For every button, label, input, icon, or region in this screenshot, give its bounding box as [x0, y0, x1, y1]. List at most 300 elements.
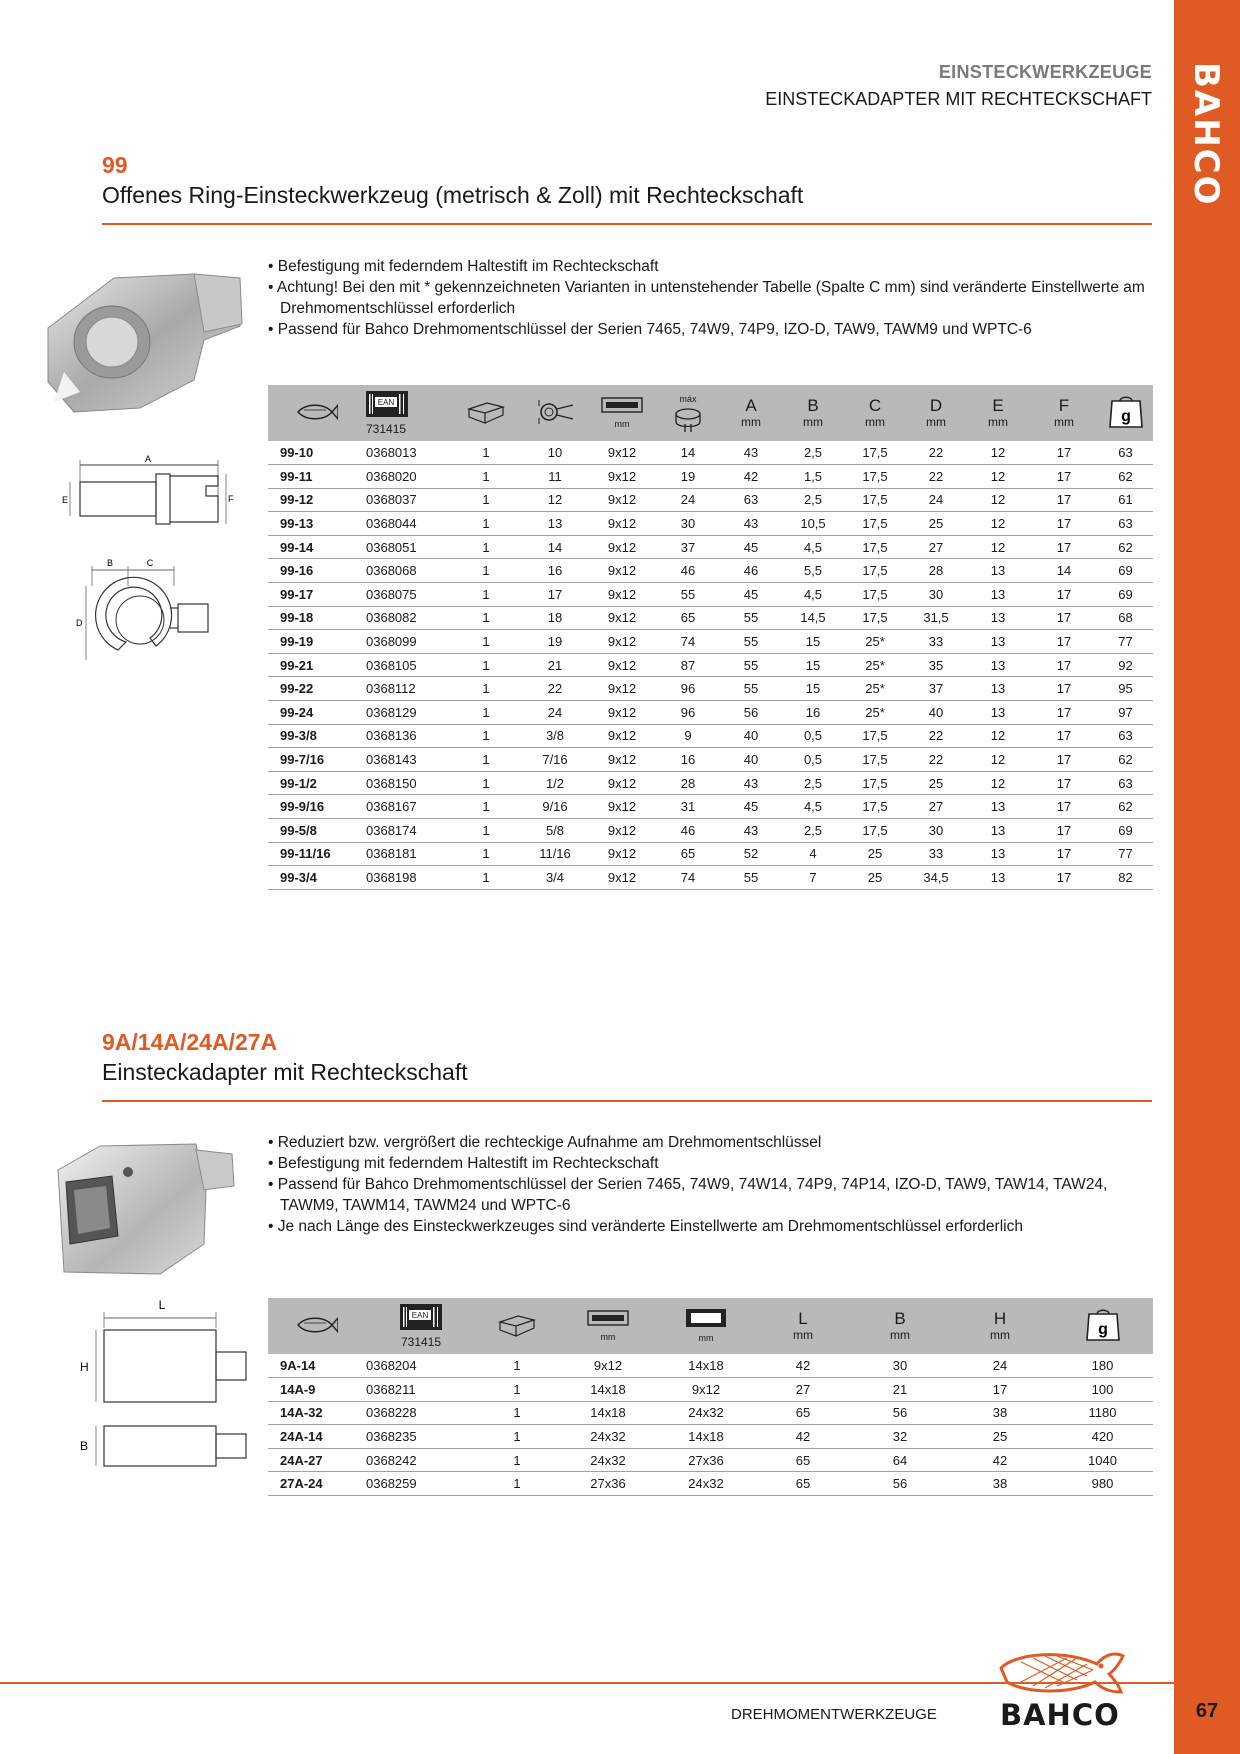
table-cell: 9x12 [588, 748, 656, 772]
table-cell: 12 [966, 724, 1030, 748]
weight-header [1052, 1298, 1153, 1354]
table-cell: 24x32 [658, 1401, 754, 1425]
table-cell: 16 [782, 701, 844, 725]
table-cell: 55 [720, 630, 782, 654]
article-code-cell: 99-18 [268, 606, 366, 630]
table-cell: 4,5 [782, 795, 844, 819]
table-cell: 64 [852, 1448, 948, 1472]
table-cell: 17 [1030, 701, 1098, 725]
table-cell: 9/16 [522, 795, 588, 819]
table-cell: 13 [966, 606, 1030, 630]
table-cell: 12 [522, 488, 588, 512]
ean-cell: 0368129 [366, 701, 450, 725]
article-code-cell: 99-17 [268, 583, 366, 607]
table-cell: 9x12 [588, 677, 656, 701]
table-cell: 65 [656, 842, 720, 866]
table-cell: 1 [450, 771, 522, 795]
table-cell: 46 [720, 559, 782, 583]
table-cell: 43 [720, 771, 782, 795]
table-cell: 1 [450, 866, 522, 890]
table-row [268, 1448, 1153, 1472]
table-cell: 96 [656, 701, 720, 725]
table-cell: 9x12 [558, 1354, 658, 1378]
section2-spec-table [268, 1298, 1153, 1496]
section2-bullets [268, 1132, 1158, 1237]
table-cell: 42 [720, 465, 782, 489]
ean-cell: 0368105 [366, 653, 450, 677]
table-row [268, 441, 1153, 465]
table-row [268, 819, 1153, 843]
table-cell: 1 [450, 441, 522, 465]
section1-table-header [268, 385, 1153, 441]
ean-cell: 0368112 [366, 677, 450, 701]
table-cell: 21 [852, 1378, 948, 1402]
table-cell: 38 [948, 1401, 1052, 1425]
table-cell: 46 [656, 819, 720, 843]
table-cell: 9x12 [588, 535, 656, 559]
table-cell: 5/8 [522, 819, 588, 843]
table-cell: 56 [852, 1401, 948, 1425]
footer-brand-name: BAHCO [1000, 1698, 1120, 1732]
table-cell: 42 [754, 1354, 852, 1378]
table-cell: 25* [844, 653, 906, 677]
table-cell: 24 [656, 488, 720, 512]
ean-cell: 0368020 [366, 465, 450, 489]
table-cell: 38 [948, 1472, 1052, 1496]
fish-icon [268, 1298, 366, 1354]
ring-size-icon [522, 385, 588, 441]
table-cell: 13 [966, 559, 1030, 583]
article-code-cell: 14A-32 [268, 1401, 366, 1425]
table-cell: 1 [450, 842, 522, 866]
side-brand-logo [1176, 62, 1236, 207]
table-cell: 55 [656, 583, 720, 607]
table-row [268, 724, 1153, 748]
table-row [268, 583, 1153, 607]
table-cell: 96 [656, 677, 720, 701]
table-cell: 31,5 [906, 606, 966, 630]
article-code-cell: 24A-14 [268, 1425, 366, 1449]
table-cell: 1 [450, 701, 522, 725]
dim-label-b2: B [80, 1439, 89, 1453]
side-brand-name: BAHCO [1186, 62, 1226, 207]
shank-unit: mm [614, 418, 630, 429]
table-cell: 12 [966, 771, 1030, 795]
table-cell: 15 [782, 630, 844, 654]
table-cell: 9x12 [588, 606, 656, 630]
section1-spec-table [268, 385, 1153, 890]
article-code-cell: 99-24 [268, 701, 366, 725]
table-cell: 24 [948, 1354, 1052, 1378]
article-code-cell: 99-9/16 [268, 795, 366, 819]
table-cell: 1180 [1052, 1401, 1153, 1425]
col-header-b: B mm [782, 385, 844, 441]
table-cell: 17,5 [844, 748, 906, 772]
article-code-cell: 99-14 [268, 535, 366, 559]
packaging-icon [450, 385, 522, 441]
max-label: máx [679, 393, 697, 404]
col-header-c: C mm [844, 385, 906, 441]
table-cell: 4,5 [782, 583, 844, 607]
table-cell: 17 [1030, 653, 1098, 677]
ean-cell: 0368037 [366, 488, 450, 512]
section1-bullet: • Befestigung mit federndem Haltestift im Rechteckschaft [268, 256, 1158, 277]
col-header-f: F mm [1030, 385, 1098, 441]
table-cell: 9x12 [588, 441, 656, 465]
section2-table-header [268, 1298, 1153, 1354]
table-cell: 82 [1098, 866, 1153, 890]
table-cell: 13 [966, 677, 1030, 701]
open-ring-insert-image [44, 262, 254, 414]
table-cell: 33 [906, 630, 966, 654]
table-cell: 25* [844, 630, 906, 654]
section1-title: Offenes Ring-Einsteckwerkzeug (metrisch & Zoll) mit Rechteckschaft [102, 182, 804, 208]
table-cell: 25 [906, 771, 966, 795]
article-code-cell: 99-7/16 [268, 748, 366, 772]
table-cell: 35 [906, 653, 966, 677]
table-cell: 28 [656, 771, 720, 795]
shank-size-header [588, 385, 656, 441]
barcode-icon [400, 1304, 442, 1349]
dim-label-f: F [228, 494, 234, 504]
drawing-side-view [58, 452, 238, 532]
table-cell: 17 [1030, 535, 1098, 559]
table-row [268, 1472, 1153, 1496]
table-cell: 13 [966, 842, 1030, 866]
ean-cell: 0368136 [366, 724, 450, 748]
table-cell: 1 [476, 1354, 558, 1378]
table-cell: 16 [522, 559, 588, 583]
table-cell: 10,5 [782, 512, 844, 536]
torque-icon [673, 406, 703, 432]
table-row [268, 866, 1153, 890]
article-code-cell: 14A-9 [268, 1378, 366, 1402]
table-cell: 420 [1052, 1425, 1153, 1449]
table-cell: 27 [906, 795, 966, 819]
table-cell: 17 [1030, 795, 1098, 819]
table-cell: 17,5 [844, 724, 906, 748]
col-header-e: E mm [966, 385, 1030, 441]
table-cell: 63 [1098, 724, 1153, 748]
article-code-cell: 99-5/8 [268, 819, 366, 843]
table-row [268, 1354, 1153, 1378]
ean-cell: 0368228 [366, 1401, 476, 1425]
table-cell: 87 [656, 653, 720, 677]
table-cell: 65 [754, 1448, 852, 1472]
table-cell: 1 [450, 748, 522, 772]
table-cell: 40 [720, 748, 782, 772]
table-cell: 5,5 [782, 559, 844, 583]
table-cell: 1040 [1052, 1448, 1153, 1472]
table-row [268, 701, 1153, 725]
table-cell: 12 [966, 535, 1030, 559]
table-cell: 14x18 [558, 1401, 658, 1425]
table-cell: 17,5 [844, 441, 906, 465]
table-cell: 1 [450, 630, 522, 654]
table-cell: 24x32 [558, 1425, 658, 1449]
table-cell: 68 [1098, 606, 1153, 630]
table-cell: 1 [450, 535, 522, 559]
table-cell: 9x12 [658, 1378, 754, 1402]
section2-title: Einsteckadapter mit Rechteckschaft [102, 1059, 468, 1085]
table-cell: 9x12 [588, 866, 656, 890]
dim-label-a: A [144, 454, 152, 464]
article-code-cell: 27A-24 [268, 1472, 366, 1496]
table-cell: 17,5 [844, 488, 906, 512]
table-cell: 0,5 [782, 748, 844, 772]
table-cell: 1 [450, 488, 522, 512]
table-cell: 22 [522, 677, 588, 701]
table-cell: 17 [1030, 512, 1098, 536]
section2-code: 9A/14A/24A/27A [102, 1029, 278, 1055]
section2-table-body [268, 1354, 1153, 1496]
ean-cell: 0368099 [366, 630, 450, 654]
table-cell: 9x12 [588, 771, 656, 795]
table-cell: 27 [754, 1378, 852, 1402]
table-cell: 9 [656, 724, 720, 748]
section2-bullet: • Passend für Bahco Drehmomentschlüssel der Serien 7465, 74W9, 74W14, 74P9, 74P14, IZO-D, TAW9, TAW14, TAW24, TAWM9, TAWM14, TAWM24 und WPTC-6 [268, 1174, 1158, 1216]
section2-bullet: • Reduziert bzw. vergrößert die rechteckige Aufnahme am Drehmomentschlüssel [268, 1132, 1158, 1153]
table-cell: 17 [1030, 842, 1098, 866]
table-cell: 62 [1098, 465, 1153, 489]
ean-cell: 0368204 [366, 1354, 476, 1378]
table-cell: 9x12 [588, 512, 656, 536]
table-row [268, 606, 1153, 630]
table-cell: 9x12 [588, 795, 656, 819]
table-cell: 63 [1098, 441, 1153, 465]
ean-cell: 0368051 [366, 535, 450, 559]
table-cell: 19 [656, 465, 720, 489]
table-cell: 17 [1030, 583, 1098, 607]
article-code-cell: 99-19 [268, 630, 366, 654]
table-cell: 46 [656, 559, 720, 583]
table-cell: 25* [844, 701, 906, 725]
col-header-l: L mm [754, 1298, 852, 1354]
table-cell: 74 [656, 866, 720, 890]
table-cell: 92 [1098, 653, 1153, 677]
table-row [268, 630, 1153, 654]
table-cell: 9x12 [588, 724, 656, 748]
section1-bullets [268, 256, 1158, 340]
table-cell: 0,5 [782, 724, 844, 748]
table-cell: 42 [948, 1448, 1052, 1472]
table-cell: 24 [522, 701, 588, 725]
section1-bullet: • Passend für Bahco Drehmomentschlüssel der Serien 7465, 74W9, 74P9, IZO-D, TAW9, TAWM9 und WPTC-6 [268, 319, 1158, 340]
table-cell: 61 [1098, 488, 1153, 512]
table-cell: 1 [450, 559, 522, 583]
drawing-adapter [68, 1296, 258, 1476]
table-cell: 17,5 [844, 583, 906, 607]
table-cell: 62 [1098, 535, 1153, 559]
table-cell: 65 [656, 606, 720, 630]
shank-unit: mm [600, 1331, 616, 1342]
table-cell: 12 [966, 488, 1030, 512]
table-cell: 31 [656, 795, 720, 819]
article-code-cell: 9A-14 [268, 1354, 366, 1378]
section2-bullet: • Je nach Länge des Einsteckwerkzeuges sind veränderte Einstellwerte am Drehmomentschlüssel erforderlich [268, 1216, 1158, 1237]
table-cell: 9x12 [588, 653, 656, 677]
table-row [268, 559, 1153, 583]
ean-cell: 0368242 [366, 1448, 476, 1472]
table-cell: 27 [906, 535, 966, 559]
table-cell: 56 [852, 1472, 948, 1496]
table-cell: 4 [782, 842, 844, 866]
table-row [268, 1378, 1153, 1402]
table-cell: 74 [656, 630, 720, 654]
table-cell: 43 [720, 819, 782, 843]
table-cell: 12 [966, 512, 1030, 536]
ean-cell: 0368235 [366, 1425, 476, 1449]
table-cell: 34,5 [906, 866, 966, 890]
table-cell: 40 [906, 701, 966, 725]
table-cell: 22 [906, 465, 966, 489]
table-row [268, 653, 1153, 677]
ean-cell: 0368068 [366, 559, 450, 583]
table-row [268, 1401, 1153, 1425]
table-cell: 45 [720, 535, 782, 559]
table-cell: 1 [450, 677, 522, 701]
table-cell: 14 [656, 441, 720, 465]
table-cell: 17 [1030, 441, 1098, 465]
table-cell: 55 [720, 677, 782, 701]
table-cell: 7 [782, 866, 844, 890]
svg-text:EAN: EAN [377, 397, 395, 407]
ean-cell: 0368211 [366, 1378, 476, 1402]
table-cell: 65 [754, 1472, 852, 1496]
article-code-cell: 99-21 [268, 653, 366, 677]
dim-label-d: D [76, 618, 83, 628]
table-cell: 1 [476, 1401, 558, 1425]
table-cell: 69 [1098, 559, 1153, 583]
table-cell: 56 [720, 701, 782, 725]
table-cell: 1 [450, 465, 522, 489]
table-row [268, 512, 1153, 536]
table-cell: 62 [1098, 795, 1153, 819]
table-row [268, 488, 1153, 512]
table-cell: 9x12 [588, 488, 656, 512]
table-cell: 17,5 [844, 465, 906, 489]
table-cell: 52 [720, 842, 782, 866]
table-cell: 15 [782, 653, 844, 677]
ean-cell: 0368174 [366, 819, 450, 843]
table-cell: 17,5 [844, 559, 906, 583]
table-cell: 17 [1030, 606, 1098, 630]
weight-header [1098, 385, 1153, 441]
table-cell: 17,5 [844, 795, 906, 819]
table-cell: 2,5 [782, 819, 844, 843]
table-cell: 11 [522, 465, 588, 489]
dim-label-h: H [80, 1360, 89, 1374]
table-cell: 1 [450, 583, 522, 607]
table-cell: 17 [522, 583, 588, 607]
table-cell: 55 [720, 866, 782, 890]
packaging-icon [476, 1298, 558, 1354]
ean-prefix: 731415 [400, 1334, 442, 1349]
dim-label-l: L [158, 1298, 166, 1312]
article-code-cell: 99-11/16 [268, 842, 366, 866]
ean-cell: 0368181 [366, 842, 450, 866]
table-cell: 77 [1098, 842, 1153, 866]
section1-rule [102, 223, 1152, 225]
table-row [268, 535, 1153, 559]
table-cell: 100 [1052, 1378, 1153, 1402]
ean-cell: 0368044 [366, 512, 450, 536]
table-cell: 9x12 [588, 630, 656, 654]
table-cell: 1/2 [522, 771, 588, 795]
table-cell: 13 [966, 701, 1030, 725]
table-cell: 28 [906, 559, 966, 583]
table-cell: 32 [852, 1425, 948, 1449]
fish-icon [268, 385, 366, 441]
table-cell: 1,5 [782, 465, 844, 489]
table-cell: 25 [906, 512, 966, 536]
table-cell: 2,5 [782, 441, 844, 465]
table-cell: 1 [450, 606, 522, 630]
section1-table-body [268, 441, 1153, 889]
table-cell: 9x12 [588, 465, 656, 489]
table-cell: 3/4 [522, 866, 588, 890]
table-cell: 13 [966, 653, 1030, 677]
table-cell: 25 [844, 866, 906, 890]
table-cell: 9x12 [588, 842, 656, 866]
table-cell: 97 [1098, 701, 1153, 725]
ean-cell: 0368167 [366, 795, 450, 819]
page-number: 67 [1195, 1700, 1219, 1722]
table-cell: 22 [906, 724, 966, 748]
table-cell: 63 [720, 488, 782, 512]
table-cell: 1 [476, 1448, 558, 1472]
ean-cell: 0368143 [366, 748, 450, 772]
ean-cell: 0368082 [366, 606, 450, 630]
table-cell: 14x18 [658, 1354, 754, 1378]
table-cell: 9x12 [588, 583, 656, 607]
table-cell: 17 [1030, 771, 1098, 795]
table-cell: 2,5 [782, 771, 844, 795]
barcode-icon [366, 391, 408, 436]
dim-label-b: B [106, 558, 114, 568]
table-row [268, 1425, 1153, 1449]
table-cell: 17,5 [844, 606, 906, 630]
table-cell: 9x12 [588, 819, 656, 843]
table-cell: 43 [720, 441, 782, 465]
table-cell: 27x36 [558, 1472, 658, 1496]
table-cell: 13 [522, 512, 588, 536]
table-row [268, 748, 1153, 772]
table-cell: 1 [476, 1378, 558, 1402]
article-code-cell: 99-3/8 [268, 724, 366, 748]
article-code-cell: 99-16 [268, 559, 366, 583]
table-cell: 17 [948, 1378, 1052, 1402]
table-cell: 40 [720, 724, 782, 748]
table-cell: 17 [1030, 630, 1098, 654]
receptacle-unit: mm [698, 1332, 714, 1343]
table-cell: 14 [1030, 559, 1098, 583]
ean-cell: 0368013 [366, 441, 450, 465]
ean-column-header [366, 385, 450, 441]
table-cell: 25* [844, 677, 906, 701]
table-cell: 12 [966, 748, 1030, 772]
table-cell: 55 [720, 653, 782, 677]
ean-prefix: 731415 [366, 421, 407, 436]
article-code-cell: 99-1/2 [268, 771, 366, 795]
table-cell: 22 [906, 441, 966, 465]
ean-cell: 0368198 [366, 866, 450, 890]
table-cell: 15 [782, 677, 844, 701]
table-row [268, 677, 1153, 701]
table-cell: 14 [522, 535, 588, 559]
col-header-b: B mm [852, 1298, 948, 1354]
ean-cell: 0368075 [366, 583, 450, 607]
